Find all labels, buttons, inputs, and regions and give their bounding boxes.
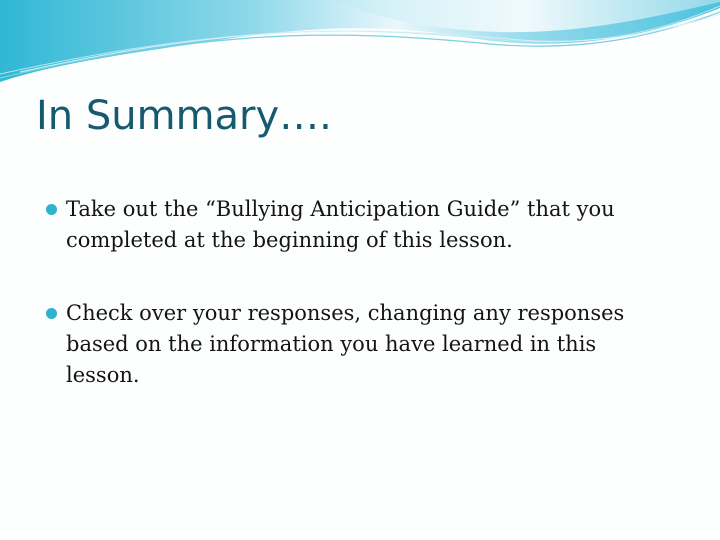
bullet-dot-icon xyxy=(46,204,57,215)
slide-title: In Summary…. xyxy=(36,93,332,139)
bullet-item xyxy=(46,298,666,391)
bullet-text: Check over your responses, changing any responses based on the information you have learned in this lesson. xyxy=(66,301,625,387)
bullet-text: Take out the “Bullying Anticipation Guide” that you completed at the beginning of this lesson. xyxy=(66,197,615,252)
header-wave-decoration xyxy=(0,0,720,90)
bullet-dot-icon xyxy=(46,308,57,319)
bullet-item xyxy=(46,194,666,256)
bullet-list xyxy=(46,194,666,391)
